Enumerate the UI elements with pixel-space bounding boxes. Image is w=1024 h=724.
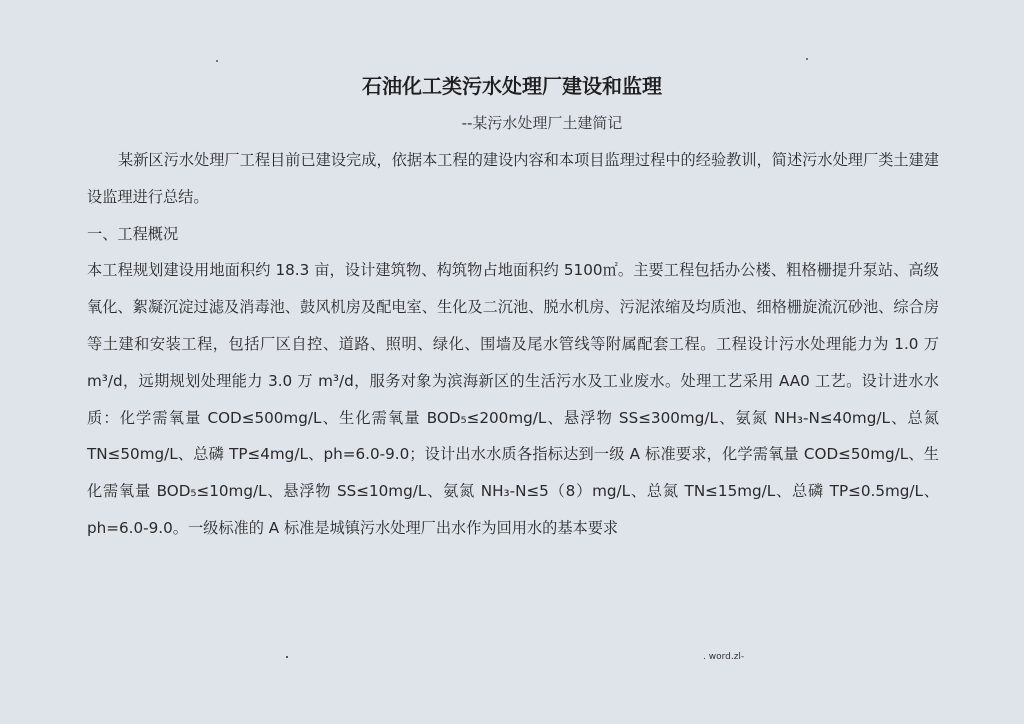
overview-paragraph: 本工程规划建设用地面积约 18.3 亩，设计建筑物、构筑物占地面积约 5100㎡。主要工程包括办公楼、粗格栅提升泵站、高级氧化、絮凝沉淀过滤及消毒池、鼓风机房及配电室、生化及二沉池、脱水机房、污泥浓缩及均质池、细格栅旋流沉砂池、综合房等土建和安装工程，包括厂区自控、道路、照明、绿化、围墙及尾水管线等附属配套工程。工程设计污水处理能力为 1.0 万 m³/d，远期规划处理能力 3.0 万 m³/d，服务对象为滨海新区的生活污水及工业废水。处理工艺采用 AA0 工艺。设计进水水质：化学需氧量 COD≤500mg/L、生化需氧量 BOD₅≤200mg/L、悬浮物 SS≤300mg/L、氨氮 NH₃-N≤40mg/L、总氮 TN≤50mg/L、总磷 TP≤4mg/L、ph=6.0-9.0；设计出水水质各指标达到一级 A 标准要求，化学需氧量 COD≤50mg/L、生化需氧量 BOD₅≤10mg/L、悬浮物 SS≤10mg/L、氨氮 NH₃-N≤5（8）mg/L、总氮 TN≤15mg/L、总磷 TP≤0.5mg/L、ph=6.0-9.0。一级标准的 A 标准是城镇污水处理厂出水作为回用水的基本要求 xyxy=(87,261,939,537)
document-subtitle: --某污水处理厂土建简记 xyxy=(461,114,623,132)
page-mark-dot xyxy=(806,58,808,60)
footer-watermark: . word.zl- xyxy=(703,652,745,662)
document-title: 石油化工类污水处理厂建设和监理 xyxy=(362,74,662,98)
section-heading: 一、工程概况 xyxy=(87,224,179,243)
footer-dot xyxy=(286,656,288,658)
document-body xyxy=(87,142,939,547)
page-mark-dot xyxy=(216,60,218,62)
intro-paragraph: 某新区污水处理厂工程目前已建设完成，依据本工程的建设内容和本项目监理过程中的经验教训，简述污水处理厂类土建建设监理进行总结。 xyxy=(87,151,939,206)
